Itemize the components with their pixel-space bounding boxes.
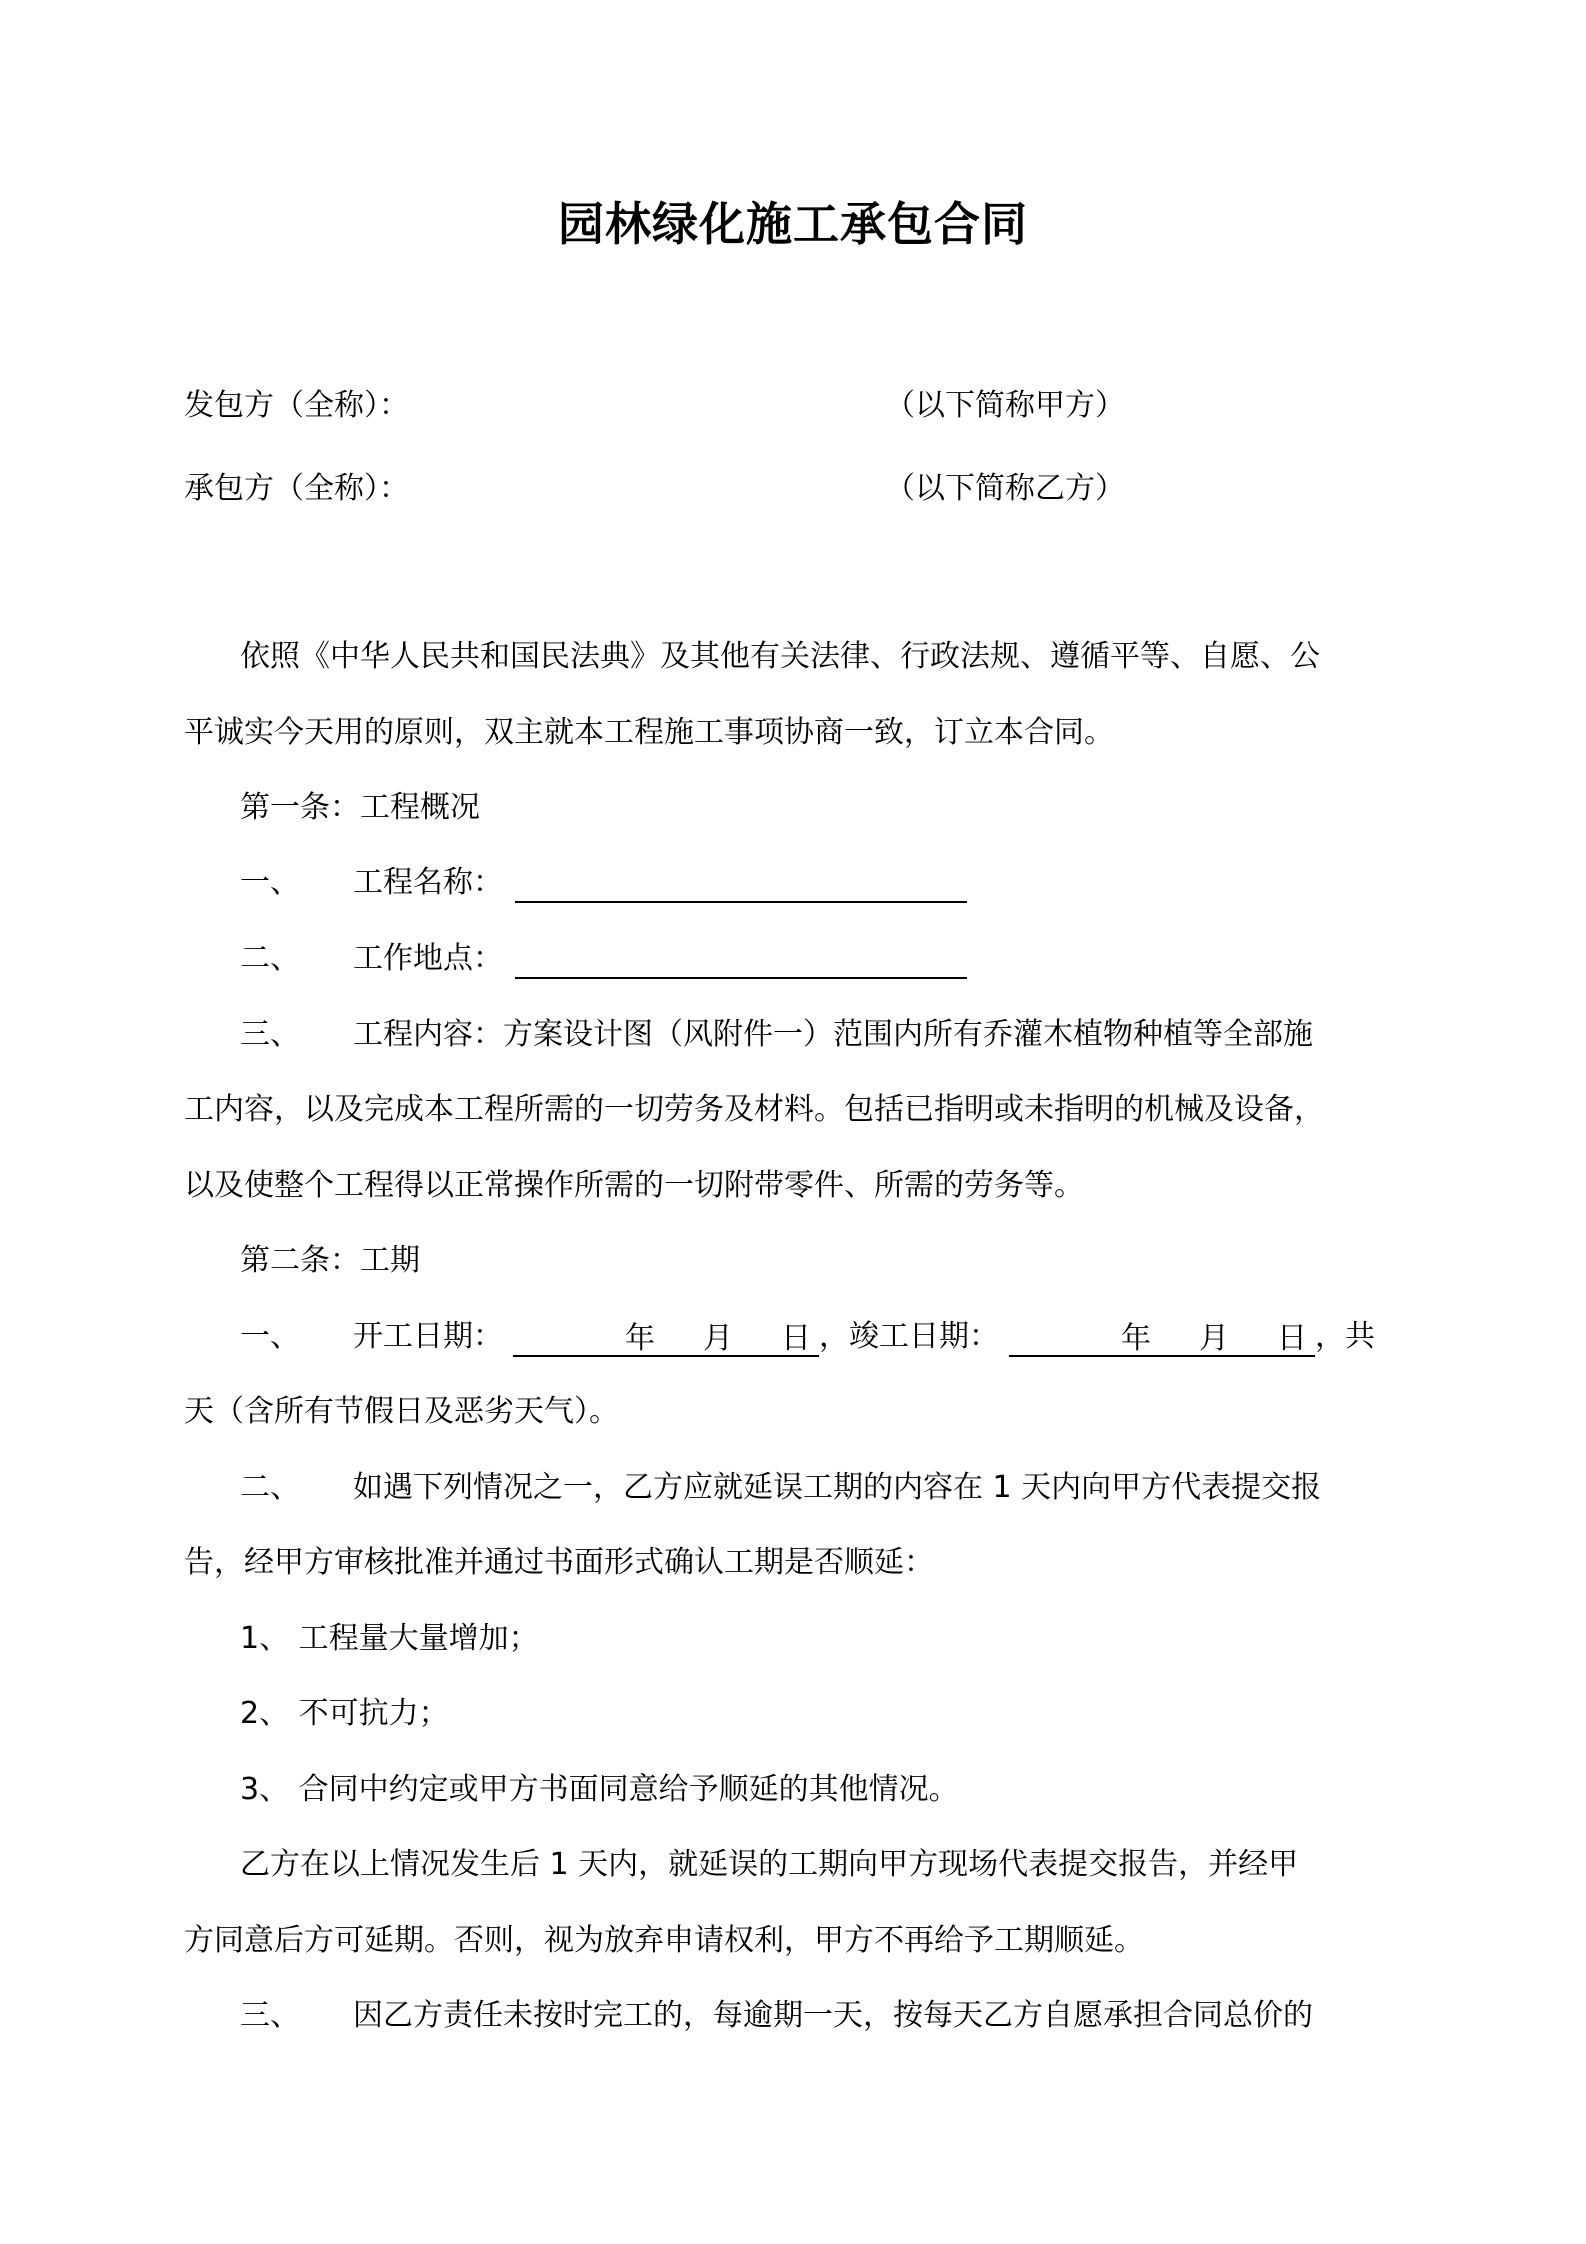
start-date-label: 开工日期： xyxy=(353,1319,503,1354)
preamble-line-1: 依照《中华人民共和国民法典》及其他有关法律、行政法规、遵循平等、自愿、公 xyxy=(240,639,1320,674)
delay-report-line-2: 告，经甲方审核批准并通过书面形式确认工期是否顺延： xyxy=(184,1545,934,1580)
project-name-blank[interactable] xyxy=(515,867,967,903)
end-date-blank[interactable] xyxy=(1009,1319,1315,1357)
extension-paragraph-line-2: 方同意后方可延期。否则，视为放弃申请权利，甲方不再给予工期顺延。 xyxy=(184,1923,1144,1958)
article-1-item-1-number: 一、 xyxy=(240,865,300,900)
delay-report-line-1: 如遇下列情况之一，乙方应就延误工期的内容在 1 天内向甲方代表提交报 xyxy=(353,1470,1322,1505)
project-content-line-1: 工程内容：方案设计图（风附件一）范围内所有乔灌木植物种植等全部施 xyxy=(353,1017,1313,1052)
article-2-item-3-number: 三、 xyxy=(240,1998,300,2033)
party-a-note: （以下简称甲方） xyxy=(885,388,1125,423)
article-2-item-1-number: 一、 xyxy=(240,1319,300,1354)
delay-condition-2: 2、 不可抗力； xyxy=(240,1696,449,1731)
party-a-label: 发包方（全称）： xyxy=(184,388,409,423)
preamble-line-2: 平诚实今天用的原则，双主就本工程施工事项协商一致，订立本合同。 xyxy=(184,715,1114,750)
party-b-label: 承包方（全称）： xyxy=(184,471,409,506)
total-days-line: 天（含所有节假日及恶劣天气）。 xyxy=(184,1394,619,1429)
article-1-item-3-number: 三、 xyxy=(240,1017,300,1052)
work-location-blank[interactable] xyxy=(515,943,967,979)
end-year-unit: 年 xyxy=(1121,1321,1151,1356)
project-content-line-3: 以及使整个工程得以正常操作所需的一切附带零件、所需的劳务等。 xyxy=(184,1168,1084,1203)
project-name-row xyxy=(353,863,967,903)
article-2-heading: 第二条：工期 xyxy=(240,1243,420,1278)
delay-condition-3: 3、 合同中约定或甲方书面同意给予顺延的其他情况。 xyxy=(240,1772,959,1807)
work-location-label: 工作地点： xyxy=(353,941,503,976)
article-2-item-2-number: 二、 xyxy=(240,1470,300,1505)
project-name-label: 工程名称： xyxy=(353,865,503,900)
end-day-unit: 日 xyxy=(1277,1321,1307,1356)
end-month-unit: 月 xyxy=(1199,1321,1229,1356)
penalty-line-1: 因乙方责任未按时完工的，每逾期一天，按每天乙方自愿承担合同总价的 xyxy=(353,1998,1313,2033)
start-date-blank[interactable] xyxy=(513,1319,819,1357)
start-day-unit: 日 xyxy=(781,1321,811,1356)
delay-condition-1: 1、 工程量大量增加； xyxy=(240,1621,539,1656)
article-1-item-2-number: 二、 xyxy=(240,941,300,976)
document-title: 园林绿化施工承包合同 xyxy=(558,197,1028,251)
project-content-line-2: 工内容，以及完成本工程所需的一切劳务及材料。包括已指明或未指明的机械及设备， xyxy=(184,1092,1324,1127)
end-date-label: ，竣工日期： xyxy=(819,1319,999,1354)
party-b-note: （以下简称乙方） xyxy=(885,471,1125,506)
article-1-heading: 第一条：工程概况 xyxy=(240,790,480,825)
start-month-unit: 月 xyxy=(703,1321,733,1356)
start-year-unit: 年 xyxy=(625,1321,655,1356)
total-days-prefix: ，共 xyxy=(1315,1319,1375,1354)
work-location-row xyxy=(353,939,967,979)
schedule-dates-row xyxy=(353,1317,1375,1357)
extension-paragraph-line-1: 乙方在以上情况发生后 1 天内，就延误的工期向甲方现场代表提交报告，并经甲 xyxy=(240,1847,1299,1882)
